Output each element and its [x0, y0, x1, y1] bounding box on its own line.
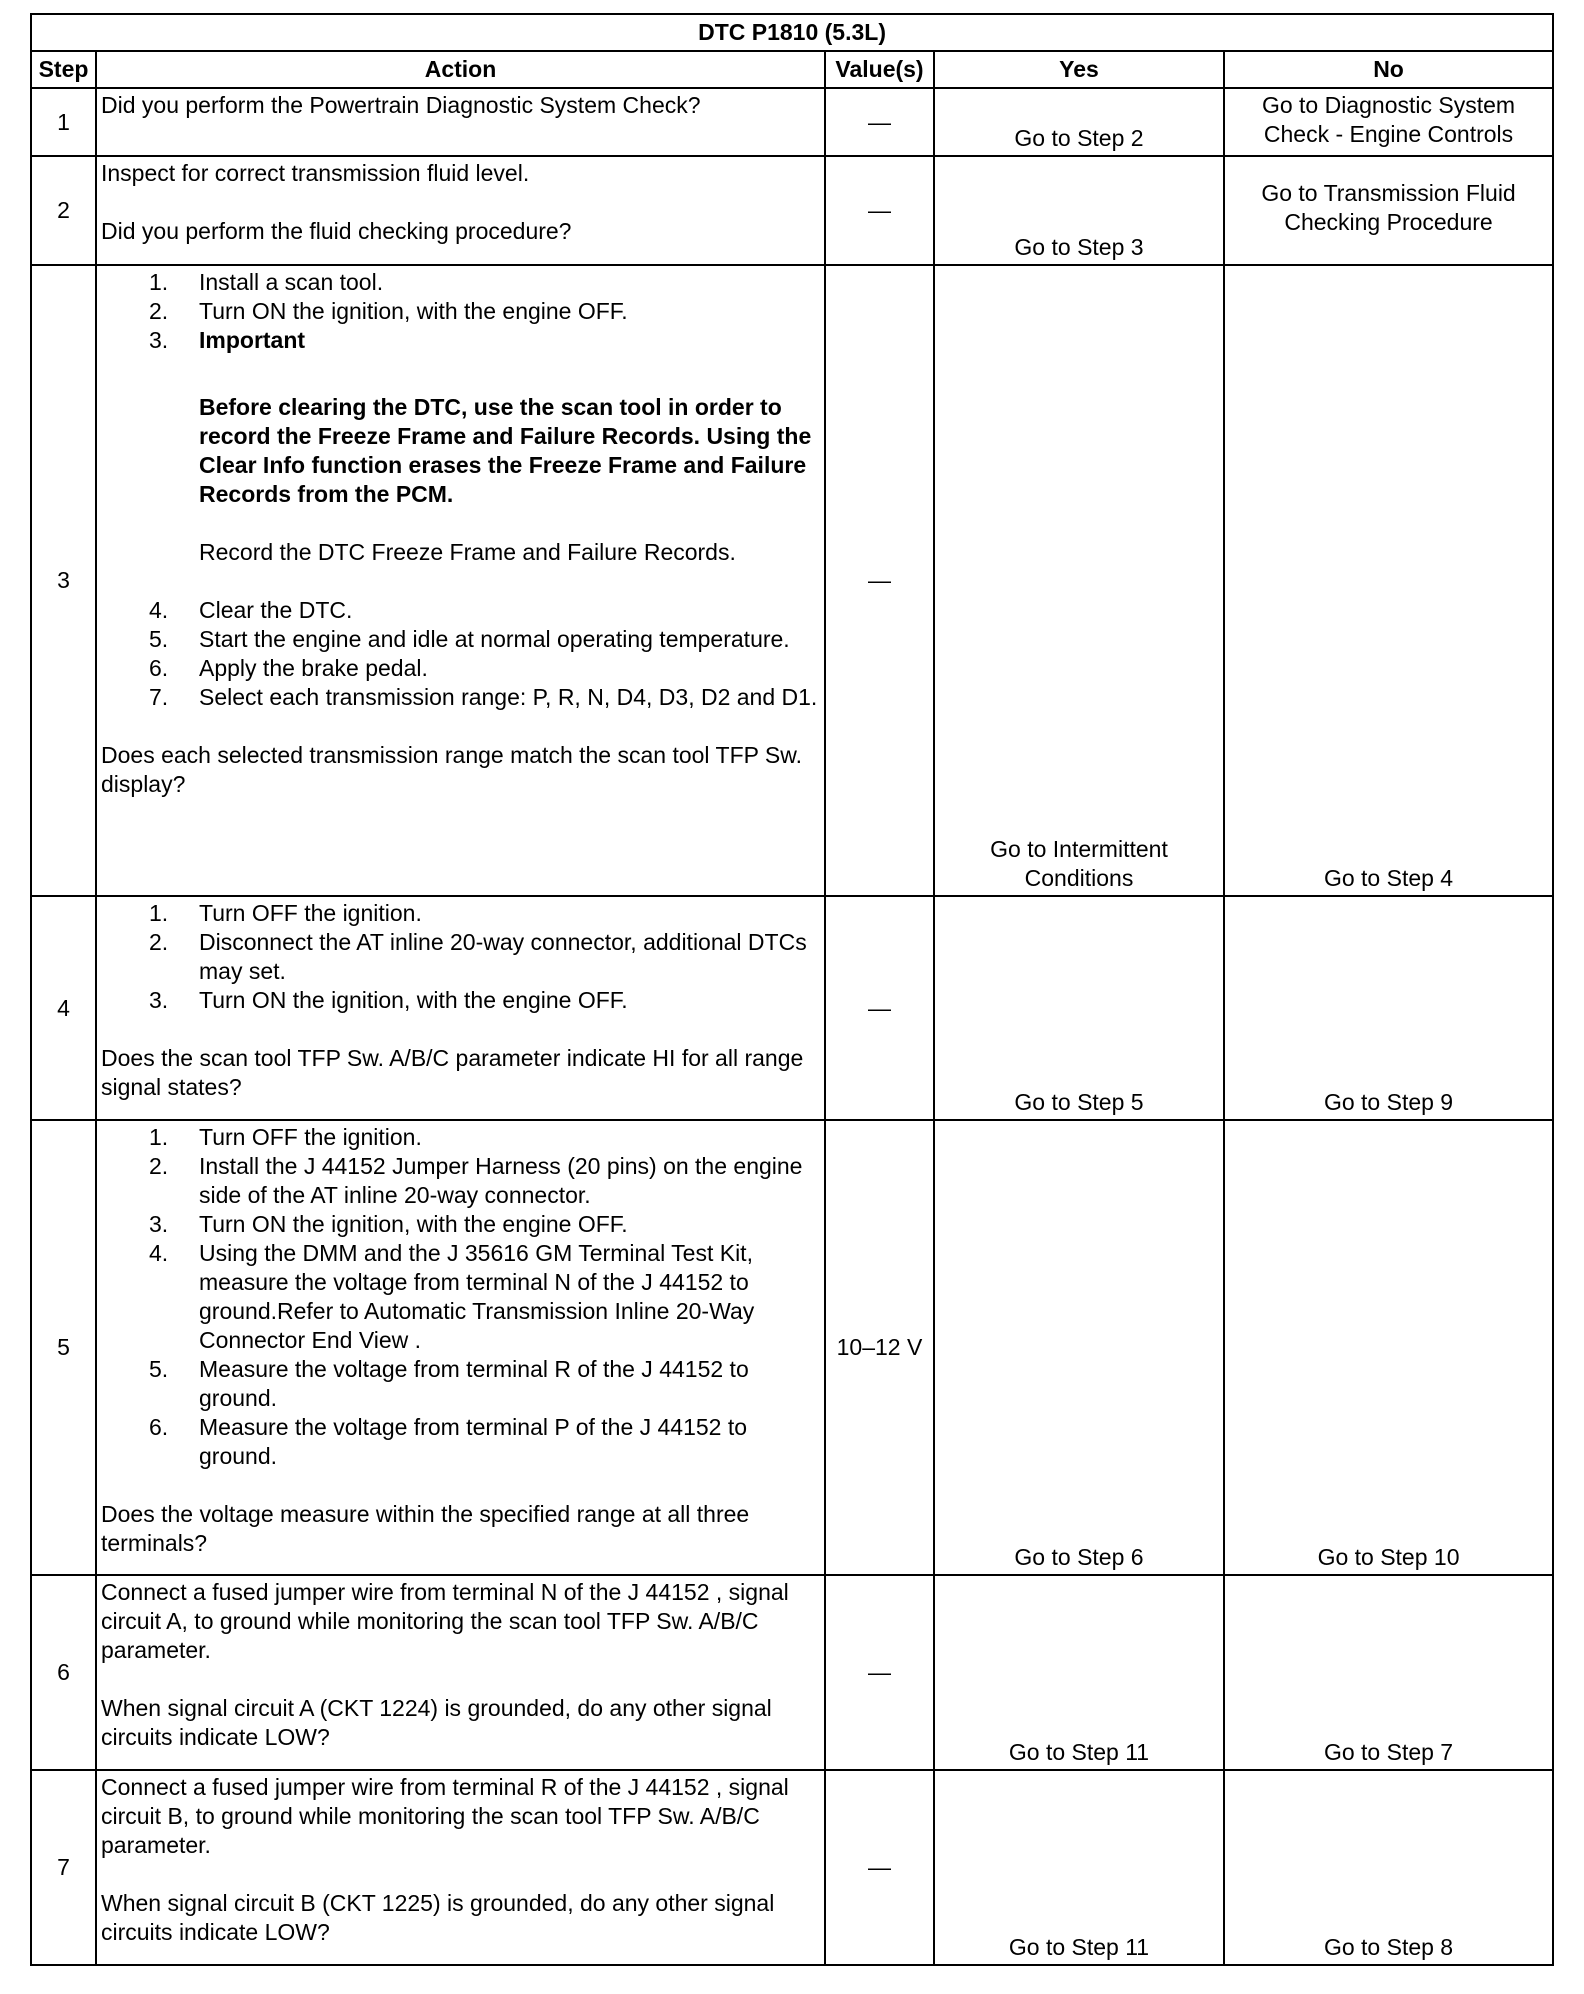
table-row [31, 896, 1553, 1120]
action-cell [96, 265, 825, 896]
list-item: Turn OFF the ignition. [199, 1124, 422, 1150]
action-question: When signal circuit B (CKT 1225) is grounded, do any other signal circuits indicate LOW? [101, 1890, 775, 1945]
action-question: Does each selected transmission range match the scan tool TFP Sw. display? [101, 742, 803, 797]
action-cell [96, 1575, 825, 1770]
header-action: Action [96, 51, 825, 88]
list-item: Using the DMM and the J 35616 GM Terminal Test Kit, measure the voltage from terminal N of the J 44152 to ground.Refer to Automatic Transmission Inline 20-Way Connector End View . [199, 1240, 755, 1353]
action-cell [96, 1120, 825, 1575]
action-question: Does the voltage measure within the specified range at all three terminals? [101, 1501, 750, 1556]
value-cell: — [825, 156, 934, 265]
action-cell [96, 1770, 825, 1965]
action-question: When signal circuit A (CKT 1224) is grounded, do any other signal circuits indicate LOW? [101, 1695, 772, 1750]
table-row [31, 156, 1553, 265]
step-number: 1 [31, 88, 96, 156]
important-body: Before clearing the DTC, use the scan tool in order to record the Freeze Frame and Failure Records. Using the Clear Info function erases the Freeze Frame and Failure Records from the PCM. [199, 394, 812, 507]
list-item: Clear the DTC. [199, 597, 353, 623]
no-cell: Go to Step 9 [1224, 896, 1553, 1120]
header-yes: Yes [934, 51, 1224, 88]
no-cell: Go to Transmission Fluid Checking Procedure [1224, 156, 1553, 265]
value-cell: — [825, 1770, 934, 1965]
yes-cell: Go to Step 5 [934, 896, 1224, 1120]
table-title: DTC P1810 (5.3L) [31, 14, 1553, 51]
action-steps [101, 268, 820, 712]
table-row [31, 1120, 1553, 1575]
no-cell: Go to Diagnostic System Check - Engine Controls [1224, 88, 1553, 156]
table-row [31, 1770, 1553, 1965]
list-item: Turn ON the ignition, with the engine OFF. [199, 987, 628, 1013]
action-intro: Connect a fused jumper wire from terminal R of the J 44152 , signal circuit B, to ground while monitoring the scan tool TFP Sw. A/B/C parameter. [101, 1774, 789, 1858]
list-item: Turn ON the ignition, with the engine OFF. [199, 1211, 628, 1237]
table-header-row [31, 51, 1553, 88]
table-row [31, 265, 1553, 896]
value-cell: — [825, 265, 934, 896]
action-question: Does the scan tool TFP Sw. A/B/C parameter indicate HI for all range signal states? [101, 1045, 804, 1100]
yes-cell: Go to Step 2 [934, 88, 1224, 156]
yes-cell: Go to Step 11 [934, 1575, 1224, 1770]
action-question: Did you perform the fluid checking procedure? [101, 218, 572, 244]
list-item: Turn ON the ignition, with the engine OFF. [199, 298, 628, 324]
important-label: Important [199, 327, 306, 353]
no-cell: Go to Step 8 [1224, 1770, 1553, 1965]
list-item [199, 326, 820, 567]
no-cell: Go to Step 10 [1224, 1120, 1553, 1575]
value-cell: — [825, 88, 934, 156]
action-steps [101, 899, 820, 1015]
table-row [31, 1575, 1553, 1770]
action-question: Did you perform the Powertrain Diagnostic System Check? [101, 92, 701, 118]
value-cell: — [825, 896, 934, 1120]
yes-cell: Go to Step 6 [934, 1120, 1224, 1575]
value-cell: — [825, 1575, 934, 1770]
action-cell [96, 156, 825, 265]
yes-cell: Go to Step 11 [934, 1770, 1224, 1965]
list-item: Select each transmission range: P, R, N, D4, D3, D2 and D1. [199, 684, 818, 710]
step-number: 2 [31, 156, 96, 265]
step-number: 6 [31, 1575, 96, 1770]
no-cell: Go to Step 7 [1224, 1575, 1553, 1770]
table-title-row [31, 14, 1553, 51]
action-intro: Connect a fused jumper wire from terminal N of the J 44152 , signal circuit A, to ground while monitoring the scan tool TFP Sw. A/B/C parameter. [101, 1579, 789, 1663]
action-cell [96, 896, 825, 1120]
list-item: Measure the voltage from terminal P of the J 44152 to ground. [199, 1414, 748, 1469]
list-item: Start the engine and idle at normal operating temperature. [199, 626, 790, 652]
important-note: Record the DTC Freeze Frame and Failure Records. [199, 539, 736, 565]
list-item: Disconnect the AT inline 20-way connector, additional DTCs may set. [199, 929, 807, 984]
header-no: No [1224, 51, 1553, 88]
list-item: Install a scan tool. [199, 269, 384, 295]
step-number: 5 [31, 1120, 96, 1575]
value-cell: 10–12 V [825, 1120, 934, 1575]
step-number: 7 [31, 1770, 96, 1965]
header-step: Step [31, 51, 96, 88]
yes-cell: Go to Intermittent Conditions [934, 265, 1224, 896]
dtc-procedure-table [30, 13, 1554, 1966]
step-number: 3 [31, 265, 96, 896]
list-item: Apply the brake pedal. [199, 655, 428, 681]
list-item: Install the J 44152 Jumper Harness (20 pins) on the engine side of the AT inline 20-way connector. [199, 1153, 803, 1208]
table-row [31, 88, 1553, 156]
header-values: Value(s) [825, 51, 934, 88]
list-item: Turn OFF the ignition. [199, 900, 422, 926]
action-intro: Inspect for correct transmission fluid level. [101, 160, 530, 186]
yes-cell: Go to Step 3 [934, 156, 1224, 265]
action-cell [96, 88, 825, 156]
step-number: 4 [31, 896, 96, 1120]
action-steps [101, 1123, 820, 1471]
list-item: Measure the voltage from terminal R of the J 44152 to ground. [199, 1356, 749, 1411]
no-cell: Go to Step 4 [1224, 265, 1553, 896]
